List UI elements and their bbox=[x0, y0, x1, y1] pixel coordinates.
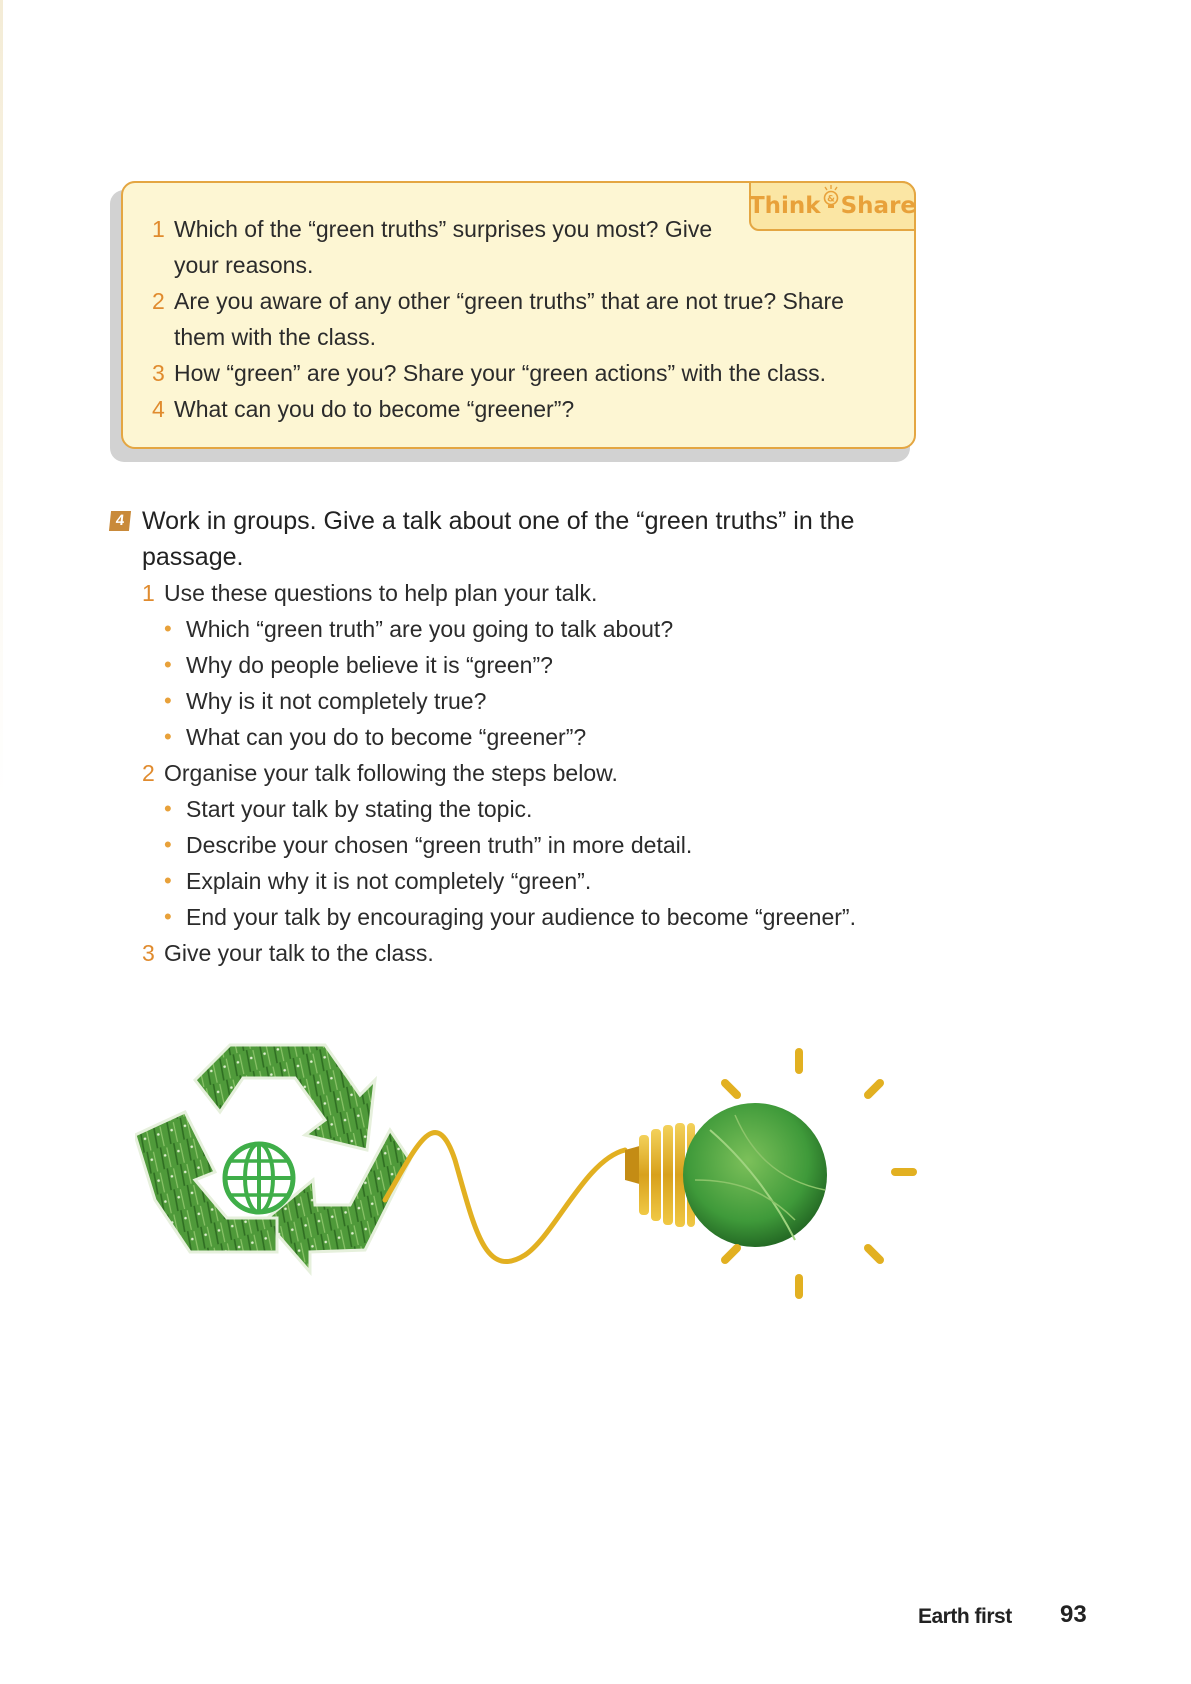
bullet-text: Start your talk by stating the topic. bbox=[186, 796, 533, 822]
page-edge bbox=[0, 0, 3, 800]
bullet-text: Why do people believe it is “green”? bbox=[186, 652, 553, 678]
bullet-dot-icon: • bbox=[164, 832, 172, 857]
bullet-text: What can you do to become “greener”? bbox=[186, 724, 587, 750]
step-number: 2 bbox=[142, 760, 155, 786]
step-item bbox=[142, 575, 930, 755]
activity-title: Work in groups. Give a talk about one of the “green truths” in the passage. bbox=[142, 507, 855, 571]
bullet-item bbox=[164, 791, 930, 827]
wire-cord bbox=[385, 1133, 625, 1262]
bullet-item bbox=[164, 863, 930, 899]
bullet-item bbox=[164, 647, 930, 683]
step-text: Use these questions to help plan your talk. bbox=[164, 580, 598, 606]
question-number: 1 bbox=[152, 216, 165, 242]
bullet-dot-icon: • bbox=[164, 616, 172, 641]
step-number: 1 bbox=[142, 580, 155, 606]
think-share-questions bbox=[152, 211, 844, 427]
bullet-item bbox=[164, 611, 930, 647]
question-number: 2 bbox=[152, 288, 165, 314]
question-number: 3 bbox=[152, 360, 165, 386]
bullet-dot-icon: • bbox=[164, 868, 172, 893]
step-text: Organise your talk following the steps below. bbox=[164, 760, 618, 786]
activity-steps bbox=[110, 575, 930, 971]
question-text: Which of the “green truths” surprises you most? Give your reasons. bbox=[174, 216, 713, 278]
activity-heading bbox=[110, 503, 930, 575]
bullet-text: End your talk by encouraging your audience to become “greener”. bbox=[186, 904, 856, 930]
question-text: How “green” are you? Share your “green actions” with the class. bbox=[174, 360, 826, 386]
question-item bbox=[152, 283, 872, 355]
question-number: 4 bbox=[152, 396, 165, 422]
footer-unit-title: Earth first bbox=[918, 1605, 1012, 1628]
step-number: 3 bbox=[142, 940, 155, 966]
badge-share: Share bbox=[840, 193, 917, 219]
green-illustration bbox=[135, 1040, 935, 1340]
page-number: 93 bbox=[1060, 1601, 1087, 1628]
bullet-dot-icon: • bbox=[164, 724, 172, 749]
step-bullets bbox=[142, 611, 930, 755]
bullet-item bbox=[164, 719, 930, 755]
bullet-text: Explain why it is not completely “green”. bbox=[186, 868, 592, 894]
badge-amp: & bbox=[826, 194, 835, 205]
question-item bbox=[152, 355, 872, 391]
bullet-text: Describe your chosen “green truth” in more detail. bbox=[186, 832, 693, 858]
question-item bbox=[152, 391, 872, 427]
bullet-item bbox=[164, 827, 930, 863]
bullet-item bbox=[164, 683, 930, 719]
step-text: Give your talk to the class. bbox=[164, 940, 434, 966]
bullet-dot-icon: • bbox=[164, 904, 172, 929]
bullet-dot-icon: • bbox=[164, 652, 172, 677]
bullet-text: Which “green truth” are you going to talk about? bbox=[186, 616, 674, 642]
bullet-item bbox=[164, 899, 930, 935]
think-share-badge bbox=[749, 181, 916, 231]
question-text: Are you aware of any other “green truths” that are not true? Share them with the class. bbox=[174, 288, 844, 350]
light-bulb-icon bbox=[625, 1052, 913, 1295]
globe-icon bbox=[225, 1144, 293, 1212]
think-share-box bbox=[121, 181, 916, 449]
bullet-dot-icon: • bbox=[164, 796, 172, 821]
step-bullets bbox=[142, 791, 930, 935]
question-text: What can you do to become “greener”? bbox=[174, 396, 575, 422]
bullet-text: Why is it not completely true? bbox=[186, 688, 487, 714]
step-item bbox=[142, 935, 930, 971]
badge-think: Think bbox=[748, 193, 821, 219]
question-item bbox=[152, 211, 742, 283]
activity-number: 4 bbox=[109, 511, 131, 531]
bulb-amp-icon bbox=[823, 184, 839, 216]
bullet-dot-icon: • bbox=[164, 688, 172, 713]
activity-section bbox=[110, 503, 930, 971]
step-item bbox=[142, 755, 930, 935]
